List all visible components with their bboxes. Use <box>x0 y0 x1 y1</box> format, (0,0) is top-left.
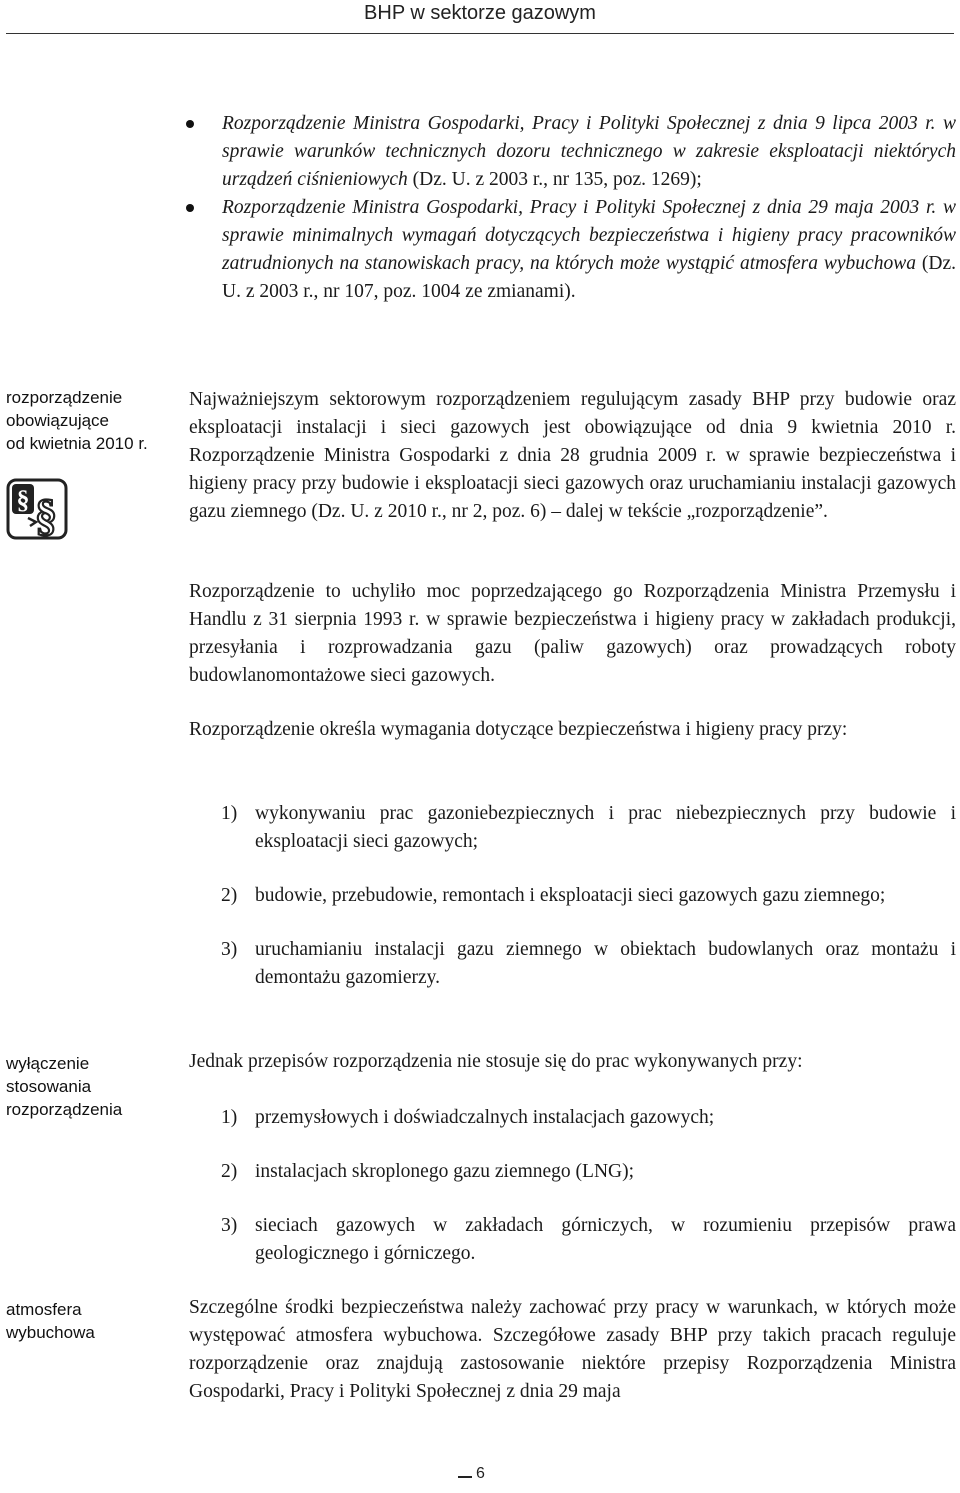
sidenote-line: wybuchowa <box>6 1323 95 1342</box>
list-item <box>189 800 956 856</box>
header-rule <box>6 33 954 34</box>
list-item <box>189 1158 956 1186</box>
list-number: 1) <box>221 1107 238 1128</box>
sidenote-line: stosowania <box>6 1077 92 1096</box>
page-number: 6 <box>476 1465 485 1482</box>
bullet-italic-text: Rozporządzenie Ministra Gospodarki, Pracy i Polityki Społecznej z dnia 9 lipca 2003 r. w sprawie warunków technicznych dozoru technicznego w zakresie eksploatacji niektórych urządzeń ciśnieniowych <box>222 113 956 190</box>
bullet-italic-text: Rozporządzenie Ministra Gospodarki, Pracy i Polityki Społecznej z dnia 29 maja 2003 r. w sprawie minimalnych wymagań dotyczących bezpieczeństwa i higieny pracy pracowników zatrudnionych na stanowiskach pracy, na których może wystąpić atmosfera wybuchowa <box>222 197 956 274</box>
exclusions-list <box>189 1104 956 1268</box>
paragraph-main-regulation: Najważniejszym sektorowym rozporządzeniem regulującym zasady BHP przy budowie oraz eksploatacji instalacji i sieci gazowych jest obowiązujące od dnia 9 kwietnia 2010 r. Rozporządzenie Ministra Gospodarki z dnia 28 grudnia 2009 r. w sprawie bezpieczeństwa i higieny pracy przy budowie i eksploatacji sieci gazowych oraz uruchamianiu instalacji gazowych gazu ziemnego (Dz. U. z 2010 r., nr 2, poz. 6) – dalej w tekście „rozporządzenie”. <box>189 389 956 522</box>
list-text: przemysłowych i doświadczalnych instalacjach gazowych; <box>255 1107 715 1128</box>
list-number: 3) <box>221 1215 238 1236</box>
list-number: 1) <box>221 803 238 824</box>
bullet-citation-text: (Dz. U. z 2003 r., nr 107, poz. 1004 ze zmianami). <box>222 253 956 302</box>
sidenote-line: atmosfera <box>6 1300 82 1319</box>
bullet-citation-text: (Dz. U. z 2003 r., nr 135, poz. 1269); <box>407 169 702 190</box>
bullet-icon <box>186 204 194 212</box>
paragraph-section-icon <box>6 478 68 540</box>
sidenote-line: wyłączenie <box>6 1054 90 1073</box>
list-item <box>189 1212 956 1268</box>
sidenote-line: od kwietnia 2010 r. <box>6 434 148 453</box>
svg-text:§: § <box>35 491 57 540</box>
page-header <box>0 0 960 32</box>
paragraph-explosive-atmosphere: Szczególne środki bezpieczeństwa należy zachować przy pracy w warunkach, w których może występować atmosfera wybuchowa. Szczegółowe zasady BHP przy takich pracach reguluje rozporządzenie oraz znajdują zastosowanie niektóre przepisy Rozporządzenia Ministra Gospodarki, Pracy i Polityki Społecznej z dnia 29 maja <box>189 1297 956 1402</box>
list-text: uruchamianiu instalacji gazu ziemnego w obiektach budowlanych oraz montażu i demontażu gazomierzy. <box>255 939 956 988</box>
list-item <box>186 194 956 306</box>
list-text: budowie, przebudowie, remontach i eksploatacji sieci gazowych gazu ziemnego; <box>255 885 886 906</box>
list-text: sieciach gazowych w zakładach górniczych, w rozumieniu przepisów prawa geologicznego i górniczego. <box>255 1215 956 1264</box>
list-item <box>189 936 956 992</box>
sidenote-atmosphere <box>6 1298 95 1344</box>
sidenote-exclusion <box>6 1052 122 1121</box>
list-number: 2) <box>221 1161 238 1182</box>
paragraph-scope-intro: Rozporządzenie określa wymagania dotyczące bezpieczeństwa i higieny pracy przy: <box>189 719 848 740</box>
paragraph-exclusions-intro: Jednak przepisów rozporządzenia nie stosuje się do prac wykonywanych przy: <box>189 1051 803 1072</box>
scope-list <box>189 800 956 992</box>
list-item <box>189 882 956 910</box>
sidenote-line: rozporządzenia <box>6 1100 123 1119</box>
sidenote-regulation <box>6 386 148 455</box>
svg-text:§: § <box>16 485 30 514</box>
bullet-icon <box>186 120 194 128</box>
list-item <box>186 110 956 194</box>
list-item <box>189 1104 956 1132</box>
running-title: BHP w sektorze gazowym <box>364 2 596 24</box>
footer-dash <box>458 1476 472 1478</box>
page-footer <box>0 1465 960 1489</box>
paragraph-repealed: Rozporządzenie to uchyliło moc poprzedzającego go Rozporządzenia Ministra Przemysłu i Handlu z 31 sierpnia 1993 r. w sprawie bezpieczeństwa i higieny pracy w zakładach produkcji, przesyłania i rozprowadzania gazu (paliw gazowych) oraz prowadzących roboty budowlanomontażowe sieci gazowych. <box>189 581 956 686</box>
regulation-bullet-list <box>186 110 956 306</box>
sidenote-line: obowiązujące <box>6 411 110 430</box>
list-text: instalacjach skroplonego gazu ziemnego (LNG); <box>255 1161 635 1182</box>
sidenote-line: rozporządzenie <box>6 388 123 407</box>
list-text: wykonywaniu prac gazoniebezpiecznych i prac niebezpiecznych przy budowie i eksploatacji sieci gazowych; <box>255 803 956 852</box>
list-number: 2) <box>221 885 238 906</box>
list-number: 3) <box>221 939 238 960</box>
